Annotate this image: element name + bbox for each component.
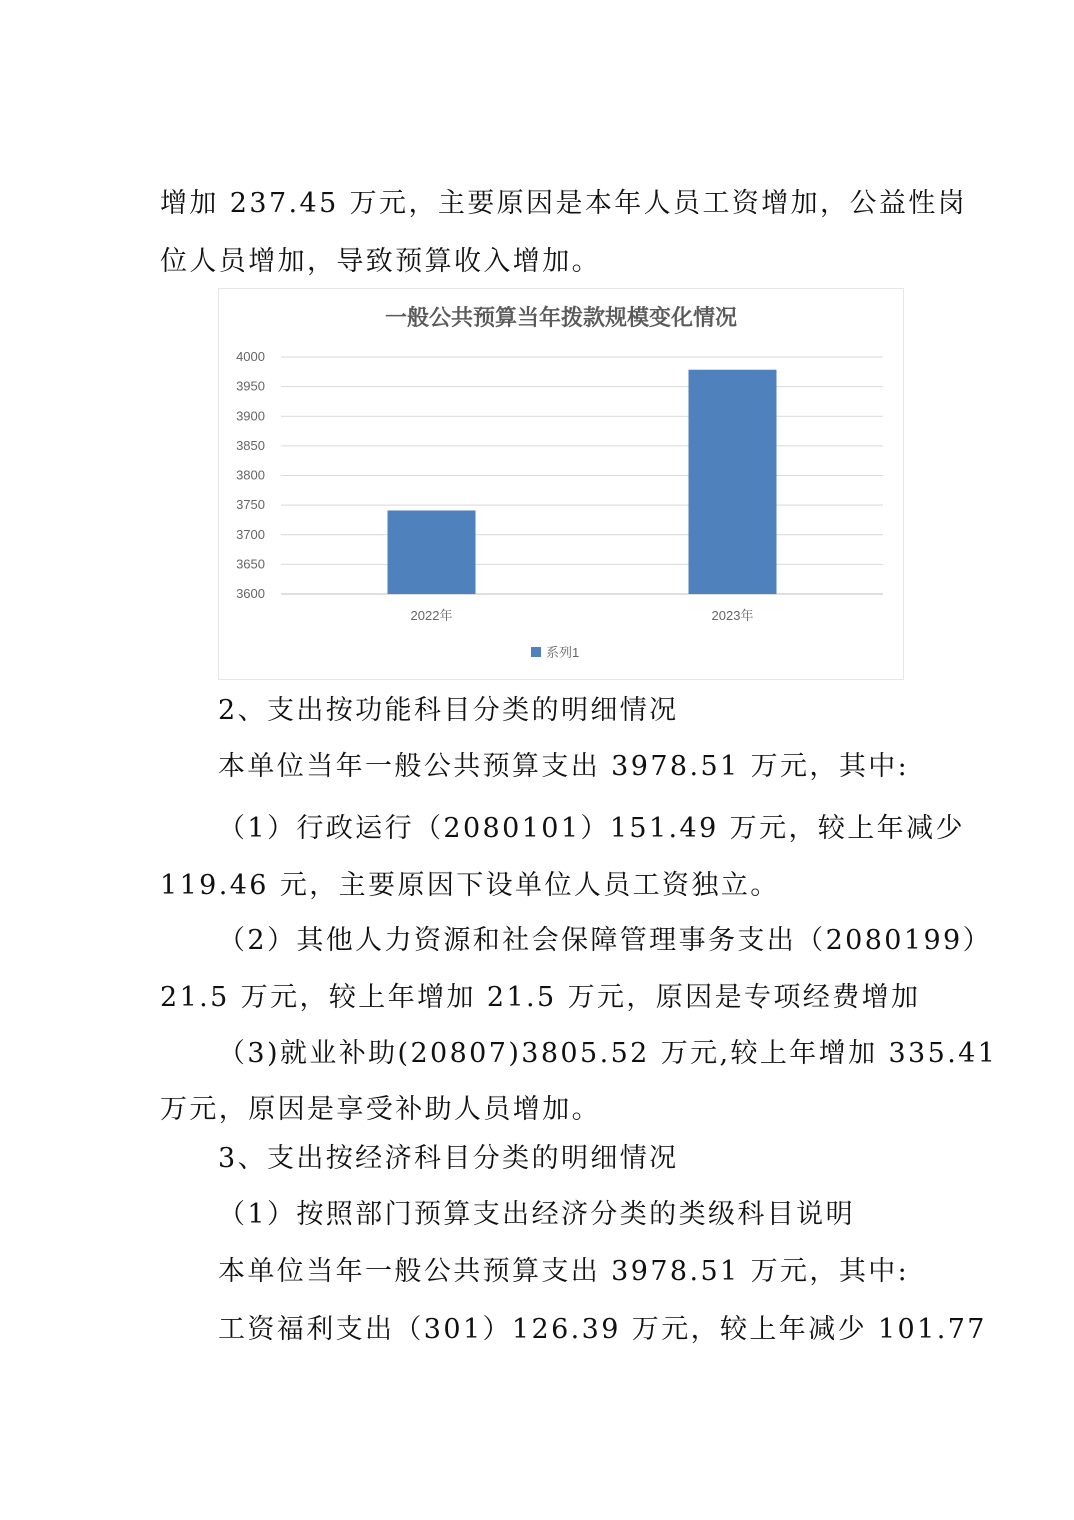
y-tick-label: 3850 xyxy=(236,437,265,453)
y-tick-label: 3750 xyxy=(236,497,265,513)
paragraph-line: （1）行政运行（2080101）151.49 万元，较上年减少 xyxy=(218,813,965,844)
paragraph-line: 119.46 元，主要原因下设单位人员工资独立。 xyxy=(160,870,780,901)
paragraph-line: （3)就业补助(20807)3805.52 万元,较上年增加 335.41 xyxy=(218,1038,998,1069)
section-heading: 3、支出按经济科目分类的明细情况 xyxy=(218,1143,679,1174)
y-tick-label: 3600 xyxy=(236,586,265,601)
x-tick-label: 2022年 xyxy=(410,608,453,623)
paragraph-line: 本单位当年一般公共预算支出 3978.51 万元，其中: xyxy=(218,751,910,782)
paragraph-line: （2）其他人力资源和社会保障管理事务支出（2080199） xyxy=(218,925,993,956)
paragraph-line: 位人员增加，导致预算收入增加。 xyxy=(160,246,601,277)
y-tick-label: 3800 xyxy=(236,467,265,483)
chart-title: 一般公共预算当年拨款规模变化情况 xyxy=(384,306,738,331)
bar xyxy=(689,370,777,594)
y-tick-label: 3950 xyxy=(236,378,265,394)
y-tick-label: 3700 xyxy=(236,526,265,542)
bar-chart xyxy=(218,288,904,680)
bar xyxy=(388,510,476,594)
paragraph-line: 增加 237.45 万元，主要原因是本年人员工资增加，公益性岗 xyxy=(160,188,968,219)
section-heading: 2、支出按功能科目分类的明细情况 xyxy=(218,695,679,726)
legend-label: 系列1 xyxy=(546,645,580,660)
y-tick-label: 3650 xyxy=(236,556,265,572)
paragraph-line: 21.5 万元，较上年增加 21.5 万元，原因是专项经费增加 xyxy=(160,982,921,1013)
y-axis-ticks xyxy=(236,349,265,601)
chart-legend xyxy=(531,645,579,660)
paragraph-line: 本单位当年一般公共预算支出 3978.51 万元，其中: xyxy=(218,1256,910,1287)
chart-bars xyxy=(388,370,777,594)
paragraph-line: （1）按照部门预算支出经济分类的类级科目说明 xyxy=(218,1199,855,1230)
x-axis-ticks xyxy=(411,608,754,623)
paragraph-line: 万元，原因是享受补助人员增加。 xyxy=(160,1094,601,1125)
chart-gridlines xyxy=(281,357,883,594)
y-tick-label: 4000 xyxy=(236,349,265,364)
legend-swatch xyxy=(531,647,541,657)
chart-svg xyxy=(219,289,903,679)
paragraph-line: 工资福利支出（301）126.39 万元，较上年减少 101.77 xyxy=(218,1314,987,1345)
y-tick-label: 3900 xyxy=(236,408,265,424)
x-tick-label: 2023年 xyxy=(711,608,754,623)
